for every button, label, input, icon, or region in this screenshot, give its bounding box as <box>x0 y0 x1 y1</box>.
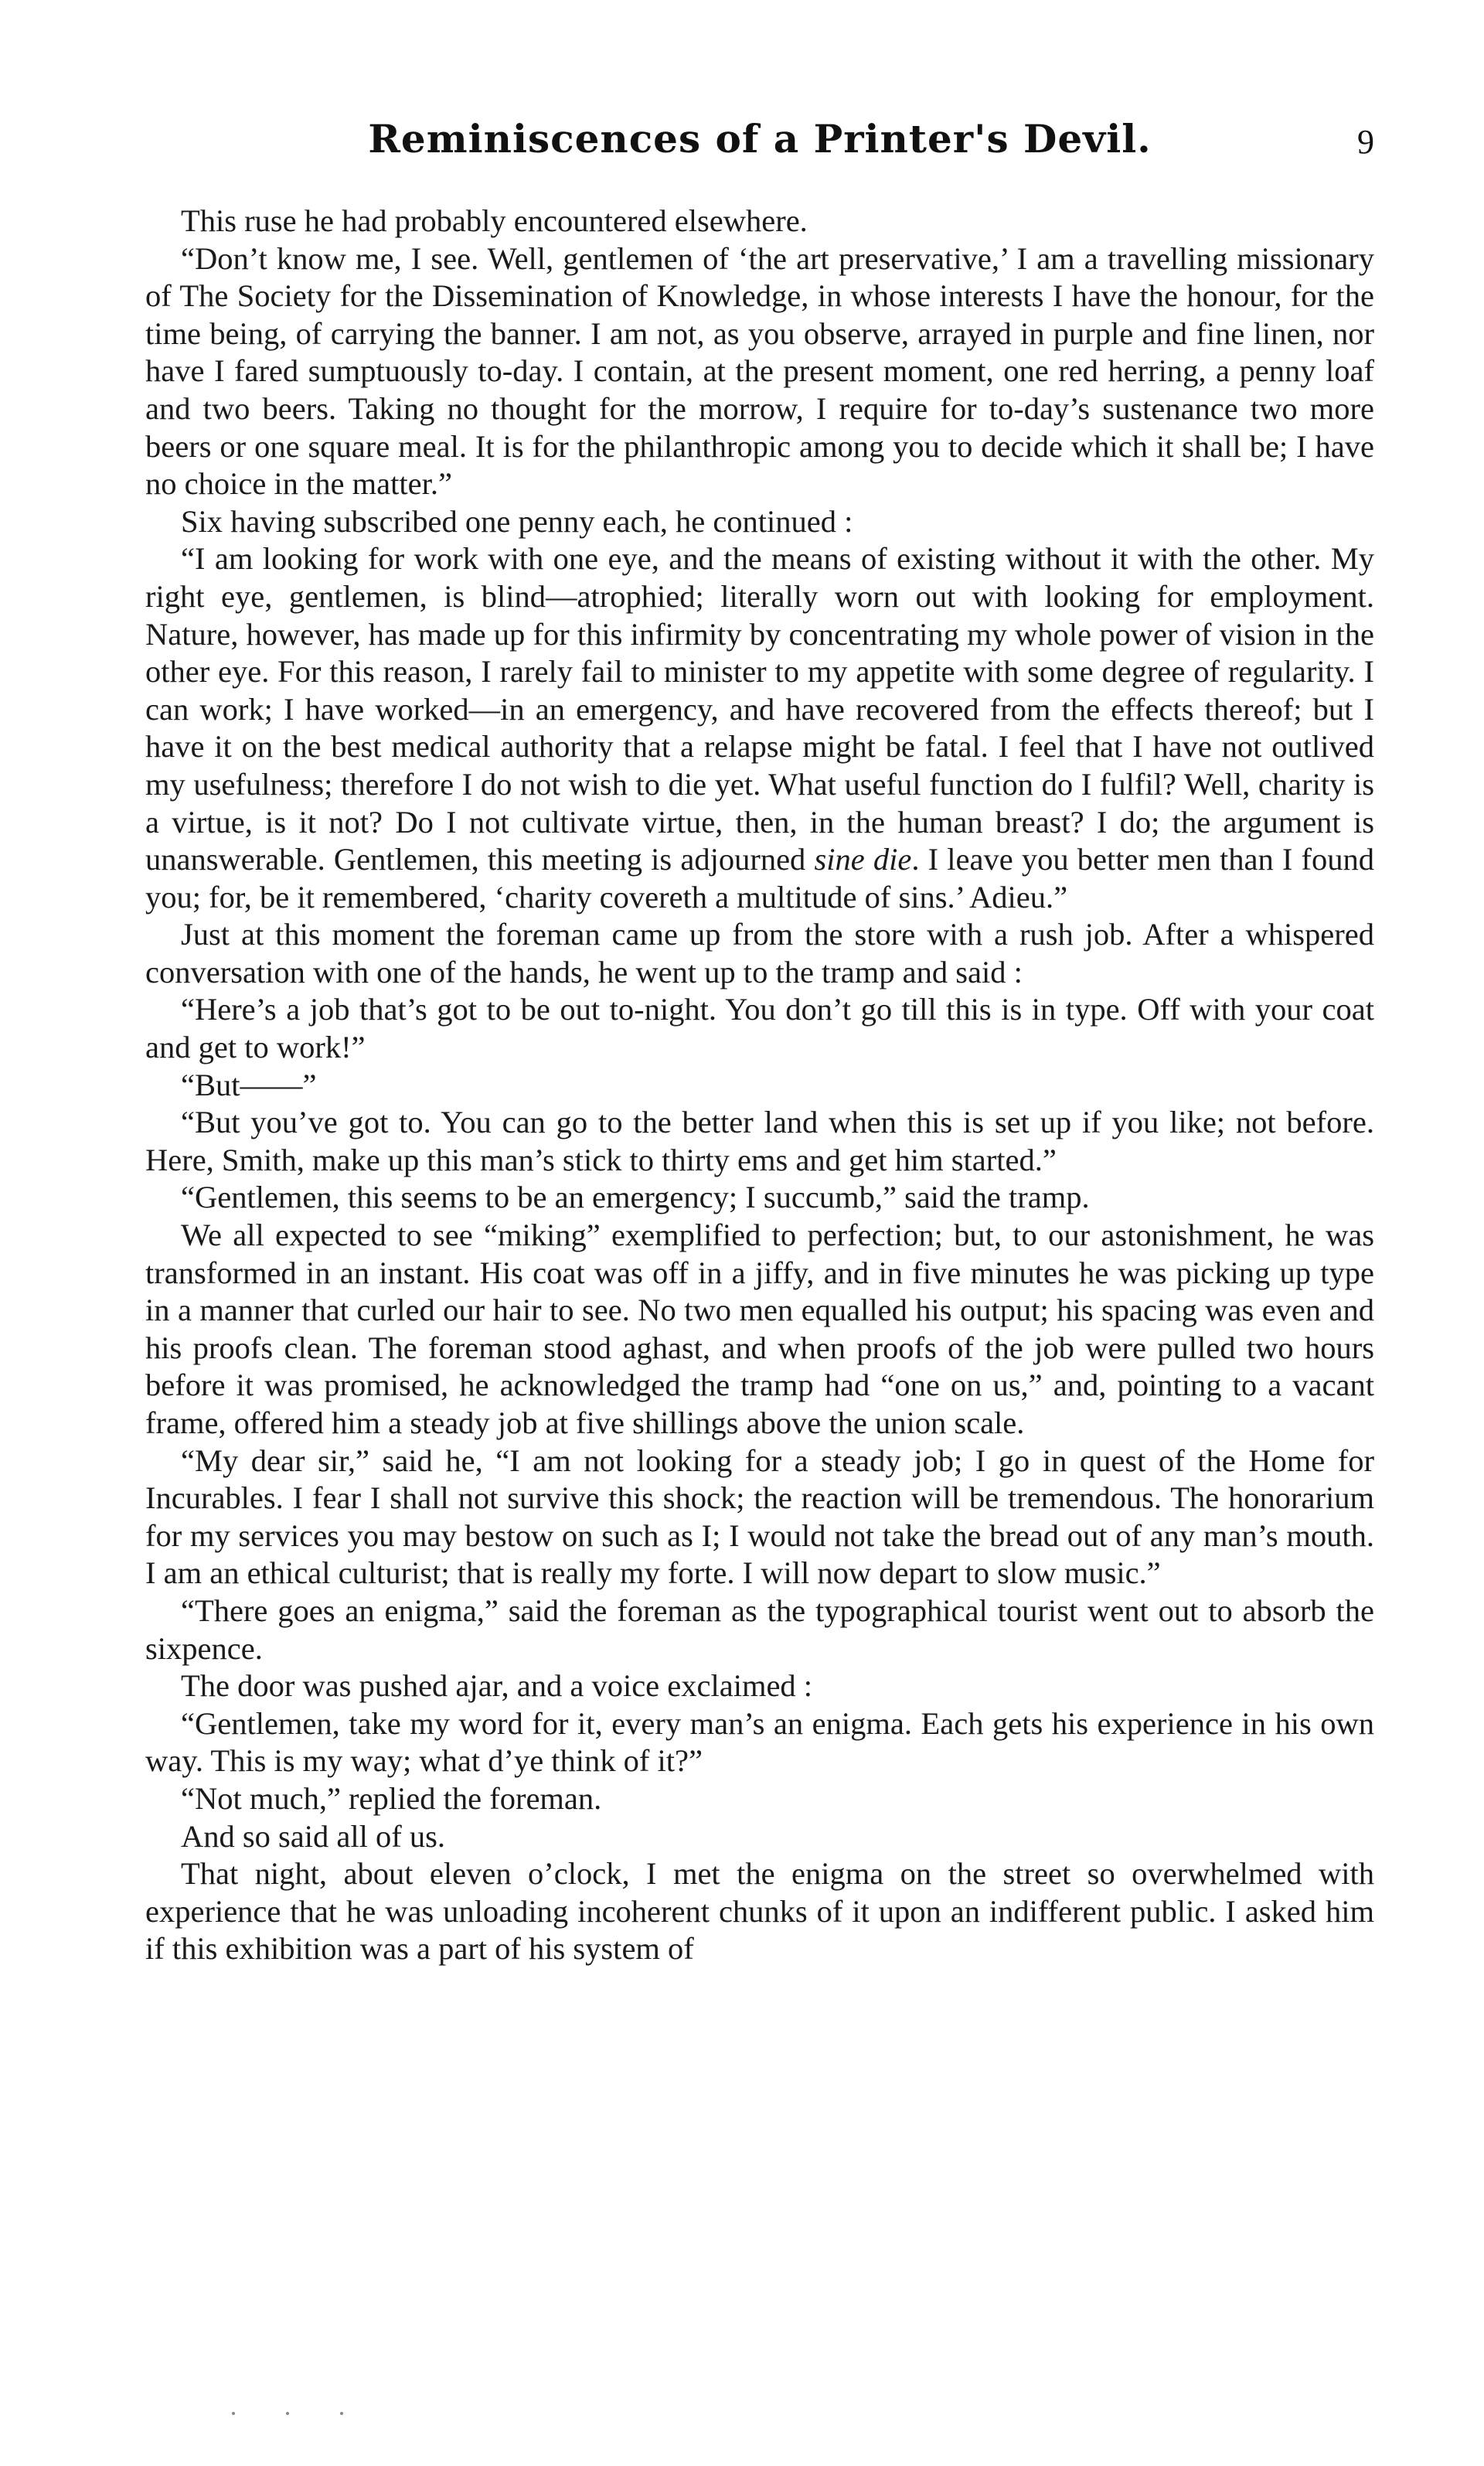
print-speck-marks <box>232 2412 356 2420</box>
paragraph: Six having subscribed one penny each, he continued : <box>181 503 853 539</box>
paragraph: We all expected to see “miking” exemplified to perfection; but, to our astonishment, he was transformed in an instant. His coat was off in a jiffy, and in five minutes he was picking up type in a manner that curled our hair to see. No two men equalled his output; his spacing was even and his proofs clean. The foreman stood aghast, and when proofs of the job were pulled two hours before it was promised, he acknowledged the tramp had “one on us,” and, pointing to a vacant frame, offered him a steady job at five shillings above the union scale. <box>145 1218 1374 1440</box>
paragraph: “I am looking for work with one eye, and the means of existing without it with the other. My right eye, gentlemen, is blind—atrophied; literally worn out with looking for employment. Nature, however, has made up for this infirmity by concentrating my whole power of vision in the other eye. For this reason, I rarely fail to minister to my appetite with some degree of regularity. I can work; I have worked—in an emergency, and have recovered from the effects thereof; but I have it on the best medical authority that a relapse might be fatal. I feel that I have not outlived my usefulness; therefore I do not wish to die yet. What useful function do I fulfil? Well, charity is a virtue, is it not? Do I not cultivate virtue, then, in the human breast? I do; the argument is unanswerable. Gentlemen, this meeting is adjourned sine die. I leave you better men than I found you; for, be it remembered, ‘charity covereth a multitude of sins.’ Adieu.” <box>145 541 1374 915</box>
speck <box>232 2412 235 2415</box>
paragraph: “My dear sir,” said he, “I am not looking for a steady job; I go in quest of the Home for Incurables. I fear I shall not survive this shock; the reaction will be tremendous. The honorarium for my services you may bestow on such as I; I would not take the bread out of any man’s mouth. I am an ethical culturist; that is really my forte. I will now depart to slow music.” <box>145 1442 1374 1591</box>
body-text <box>145 203 1374 1968</box>
paragraph: “Gentlemen, take my word for it, every man’s an enigma. Each gets his experience in his own way. This is my way; what d’ye think of it?” <box>145 1705 1374 1779</box>
paragraph: “Not much,” replied the foreman. <box>181 1780 602 1816</box>
paragraph: “But you’ve got to. You can go to the better land when this is set up if you like; not before. Here, Smith, make up this man’s stick to thirty ems and get him started.” <box>145 1105 1374 1177</box>
paragraph: That night, about eleven o’clock, I met the enigma on the street so overwhelmed with experience that he was unloading incoherent chunks of it upon an indifferent public. I asked him if this exhibition was a part of his system of <box>145 1856 1374 1967</box>
latin-phrase: sine die <box>814 842 912 877</box>
paragraph: This ruse he had probably encountered elsewhere. <box>181 203 808 238</box>
paragraph: “Don’t know me, I see. Well, gentlemen of ‘the art preservative,’ I am a travelling missionary of The Society for the Dissemination of Knowledge, in whose interests I have the honour, for the time being, of carrying the banner. I am not, as you observe, arrayed in purple and fine linen, nor have I fared sumptuously to-day. I contain, at the present moment, one red herring, a penny loaf and two beers. Taking no thought for the morrow, I require for to-day’s sustenance two more beers or one square meal. It is for the philanthropic among you to decide which it shall be; I have no choice in the matter.” <box>145 240 1374 502</box>
paragraph: The door was pushed ajar, and a voice exclaimed : <box>181 1668 813 1704</box>
running-title: Reminiscences of a Printer's Devil. <box>368 116 1152 162</box>
paragraph: Just at this moment the foreman came up from the store with a rush job. After a whispered conversation with one of the hands, he went up to the tramp and said : <box>145 917 1374 989</box>
speck <box>286 2412 289 2415</box>
speck <box>340 2412 343 2415</box>
page-number: 9 <box>1357 123 1374 161</box>
paragraph: “But——” <box>181 1067 317 1102</box>
paragraph: “Gentlemen, this seems to be an emergency; I succumb,” said the tramp. <box>181 1180 1090 1215</box>
page-header <box>145 116 1374 186</box>
paragraph: “Here’s a job that’s got to be out to-night. You don’t go till this is in type. Off with your coat and get to work!” <box>145 992 1374 1065</box>
paragraph: And so said all of us. <box>181 1818 445 1854</box>
paragraph: “There goes an enigma,” said the foreman as the typographical tourist went out to absorb the sixpence. <box>145 1592 1374 1666</box>
